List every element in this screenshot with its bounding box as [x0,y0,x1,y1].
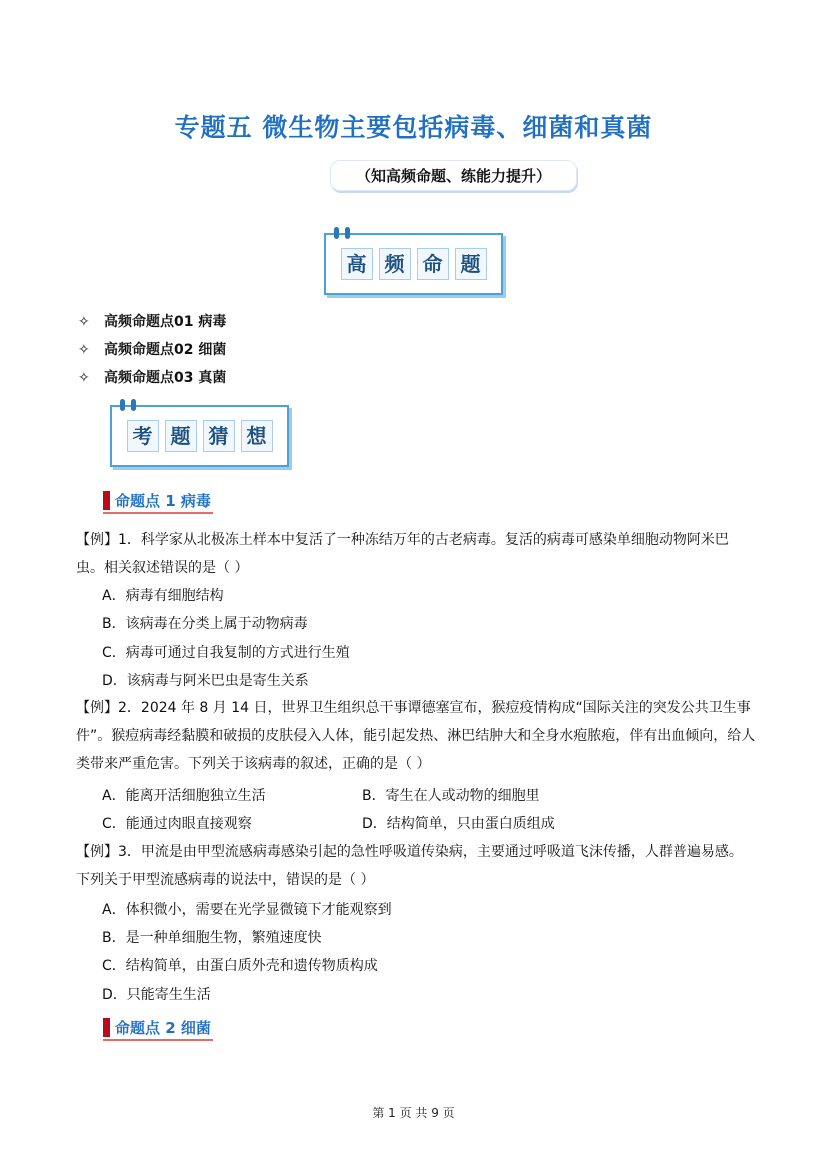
banner-char: 猜 [203,420,235,452]
banner-char: 考 [127,420,159,452]
answer-option: C．结构简单，由蛋白质外壳和遗传物质构成 [102,958,378,974]
banner-high-frequency [324,233,503,295]
section-heading-virus: 命题点 1 病毒 [103,490,213,514]
list-item-text: 高频命题点01 病毒 [104,314,227,330]
section-heading-bacteria: 命题点 2 细菌 [103,1017,213,1041]
page-title: 专题五 微生物主要包括病毒、细菌和真菌 [174,113,653,142]
question-stem: 【例】3．甲流是由甲型流感病毒感染引起的急性呼吸道传染病，主要通过呼吸道飞沫传播，人群普遍易感。下列关于甲型流感病毒的说法中，错误的是（ ） [76,844,743,888]
banner-char: 题 [455,248,487,280]
question-stem: 【例】2．2024 年 8 月 14 日，世界卫生组织总干事谭德塞宣布，猴痘疫情构成“国际关注的突发公共卫生事件”。猴痘病毒经黏膜和破损的皮肤侵入人体，能引起发热、淋巴结肿大和全身水疱脓疱，伴有出血倾向，给人类带来严重危害。下列关于该病毒的叙述，正确的是（ ） [76,700,756,772]
banner-char: 命 [417,248,449,280]
answer-option: C．能通过肉眼直接观察 [102,816,252,832]
diamond-bullet-icon: ✧ [78,314,90,330]
binder-rings-icon [334,227,350,239]
list-item-text: 高频命题点03 真菌 [104,370,227,386]
page-number-footer: 第 1 页 共 9 页 [372,1106,455,1120]
page-subtitle: （知高频命题、练能力提升） [330,160,577,191]
answer-option: D．该病毒与阿米巴虫是寄生关系 [102,673,309,689]
list-item [78,311,226,331]
diamond-bullet-icon: ✧ [78,370,90,386]
answer-option: D．只能寄生生活 [102,987,211,1003]
answer-option: C．病毒可通过自我复制的方式进行生殖 [102,645,350,661]
diamond-bullet-icon: ✧ [78,342,90,358]
binder-rings-icon [120,399,136,411]
banner-char: 频 [379,248,411,280]
banner-char: 题 [165,420,197,452]
answer-option: D．结构简单，只由蛋白质组成 [362,816,555,832]
list-item [78,339,226,359]
answer-option: B．是一种单细胞生物，繁殖速度快 [102,930,322,946]
question-stem: 【例】1．科学家从北极冻土样本中复活了一种冻结万年的古老病毒。复活的病毒可感染单细胞动物阿米巴虫。相关叙述错误的是（ ） [76,532,729,576]
answer-option: B．该病毒在分类上属于动物病毒 [102,616,308,632]
answer-option: B．寄生在人或动物的细胞里 [362,788,540,804]
answer-option: A．能离开活细胞独立生活 [102,788,266,804]
answer-option: A．病毒有细胞结构 [102,588,224,604]
list-item-text: 高频命题点02 细菌 [104,342,227,358]
banner-char: 想 [241,420,273,452]
answer-option: A．体积微小，需要在光学显微镜下才能观察到 [102,902,392,918]
list-item [78,367,226,387]
banner-char: 高 [341,248,373,280]
banner-exam-guess [110,405,289,467]
